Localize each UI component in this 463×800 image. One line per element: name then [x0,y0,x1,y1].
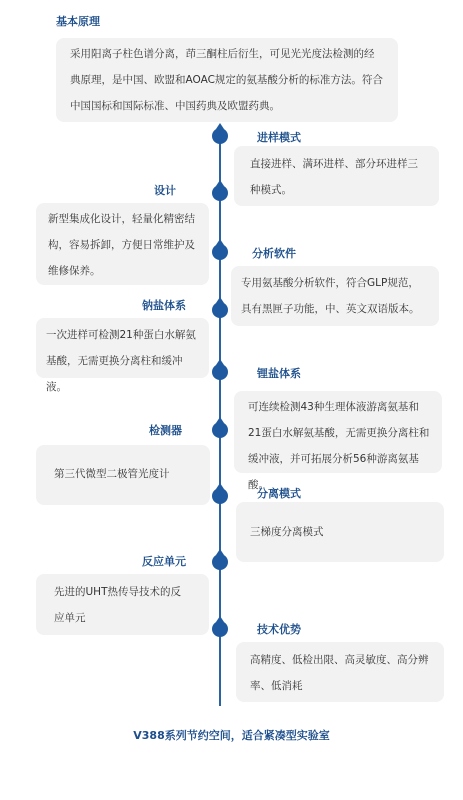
feature-title: 反应单元 [142,555,186,568]
feature-title: 钠盐体系 [142,299,186,312]
intro-text: 采用阳离子柱色谱分离，茚三酮柱后衍生，可见光光度法检测的经典原理，是中国、欧盟和AOAC规定的氨基酸分析的标准方法。符合中国国标和国际标准、中国药典及欧盟药典。 [70,48,383,112]
timeline-marker-icon [212,128,228,144]
feature-card [36,445,210,505]
feature-text: 新型集成化设计，轻量化精密结构，容易拆卸，方便日常维护及维修保养。 [48,213,195,277]
timeline-marker-icon [212,302,228,318]
feature-title: 锂盐体系 [257,367,301,380]
feature-text: 高精度、低检出限、高灵敏度、高分辨率、低消耗 [250,654,429,692]
feature-card [234,146,439,206]
feature-card [36,318,209,393]
intro-title: 基本原理 [56,15,100,28]
feature-title: 分析软件 [252,247,296,260]
timeline-marker-icon [212,554,228,570]
feature-card [36,203,209,285]
timeline-marker-icon [212,621,228,637]
feature-title: 分离模式 [257,487,301,500]
feature-text: 专用氨基酸分析软件，符合GLP规范，具有黑匣子功能，中、英文双语版本。 [241,277,420,315]
footer-slogan: V388系列节约空间，适合紧凑型实验室 [133,729,330,742]
feature-text: 三梯度分离模式 [250,526,324,538]
feature-text: 先进的UHT热传导技术的反应单元 [54,586,181,624]
timeline-marker-icon [212,244,228,260]
feature-card [36,574,209,635]
feature-title: 技术优势 [257,623,301,636]
feature-card [234,391,442,491]
timeline-marker-icon [212,364,228,380]
feature-card [236,642,444,702]
feature-text: 一次进样可检测21种蛋白水解氨基酸，无需更换分离柱和缓冲液。 [46,329,196,393]
feature-title: 检测器 [149,424,182,437]
feature-text: 可连续检测43种生理体液游离氨基和21蛋白水解氨基酸，无需更换分离柱和缓冲液，并可拓展分析56种游离氨基酸。 [248,401,430,491]
feature-text: 直接进样、满环进样、部分环进样三种模式。 [250,158,418,196]
feature-card [231,266,439,326]
timeline-marker-icon [212,488,228,504]
feature-text: 第三代微型二极管光度计 [54,468,170,480]
feature-card [236,502,444,562]
timeline-marker-icon [212,185,228,201]
intro-card [56,38,398,122]
feature-title: 进样模式 [257,131,301,144]
timeline-marker-icon [212,422,228,438]
feature-title: 设计 [154,184,176,197]
